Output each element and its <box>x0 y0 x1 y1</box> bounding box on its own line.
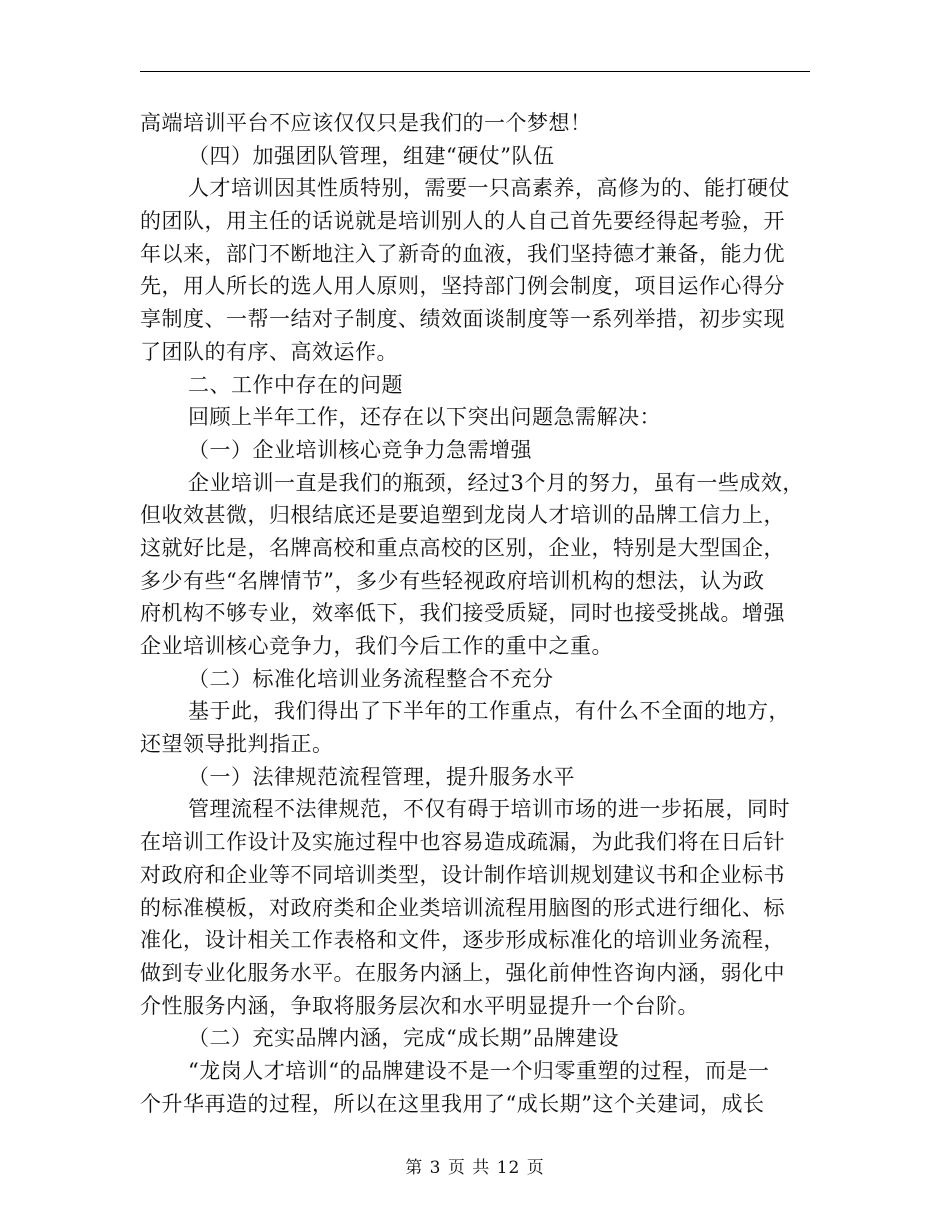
text-line: 多少有些“名牌情节”，多少有些轻视政府培训机构的想法，认为政 <box>140 568 765 593</box>
text-line: 做到专业化服务水平。在服务内涵上，强化前伸性咨询内涵，弱化中 <box>140 960 785 985</box>
text-line: 享制度、一帮一结对子制度、绩效面谈制度等一系列举措，初步实现 <box>140 307 785 332</box>
text-line: 二、工作中存在的问题 <box>188 372 403 397</box>
text-line: （二）充实品牌内涵，完成“成长期”品牌建设 <box>188 1026 619 1051</box>
text-line: 的标准模板，对政府类和企业类培训流程用脑图的形式进行细化、标 <box>140 895 785 920</box>
header-rule <box>140 71 810 72</box>
text-line: 对政府和企业等不同培训类型，设计制作培训规划建议书和企业标书 <box>140 862 785 887</box>
text-line: 准化，设计相关工作表格和文件，逐步形成标准化的培训业务流程， <box>140 928 785 953</box>
page-footer: 第 3 页 共 12 页 <box>405 1158 545 1178</box>
text-line: 在培训工作设计及实施过程中也容易造成疏漏，为此我们将在日后针 <box>140 830 785 855</box>
text-line: 管理流程不法律规范，不仅有碍于培训市场的进一步拓展，同时 <box>188 797 790 822</box>
text-line: 高端培训平台不应该仅仅只是我们的一个梦想！ <box>140 111 592 135</box>
text-line: 企业培训一直是我们的瓶颈，经过3个月的努力，虽有一些成效， <box>188 470 804 495</box>
text-line: （一）企业培训核心竞争力急需增强 <box>188 437 532 462</box>
text-line: 府机构不够专业，效率低下，我们接受质疑，同时也接受挑战。增强 <box>140 601 785 626</box>
text-line: 企业培训核心竞争力，我们今后工作的重中之重。 <box>140 634 613 658</box>
text-line: 这就好比是，名牌高校和重点高校的区别，企业，特别是大型国企， <box>140 535 785 560</box>
text-line: 但收效甚微，归根结底还是要追塑到龙岗人才培训的品牌工信力上， <box>140 503 785 528</box>
text-line: 基于此，我们得出了下半年的工作重点，有什么不全面的地方， <box>188 699 790 724</box>
text-line: （一）法律规范流程管理，提升服务水平 <box>188 764 575 789</box>
text-line: 还望领导批判指正。 <box>140 732 334 757</box>
text-line: 个升华再造的过程，所以在这里我用了“成长期”这个关建词，成长 <box>140 1091 765 1116</box>
text-line: 先，用人所长的选人用人原则，坚持部门例会制度，项目运作心得分 <box>140 274 785 299</box>
text-line: 介性服务内涵，争取将服务层次和水平明显提升一个台阶。 <box>140 993 699 1018</box>
text-line: 回顾上半年工作，还存在以下突出问题急需解决： <box>188 405 661 430</box>
text-line: （二）标准化培训业务流程整合不充分 <box>188 666 554 691</box>
text-line: “龙岗人才培训“的品牌建设不是一个归零重塑的过程，而是一 <box>188 1058 770 1083</box>
text-line: （四）加强团队管理，组建“硬仗”队伍 <box>188 143 555 168</box>
text-line: 了团队的有序、高效运作。 <box>140 339 398 364</box>
text-line: 的团队，用主任的话说就是培训别人的人自己首先要经得起考验，开 <box>140 209 785 234</box>
text-line: 人才培训因其性质特别，需要一只高素养，高修为的、能打硬仗 <box>188 176 790 201</box>
document-body <box>140 107 810 1120</box>
text-line: 年以来，部门不断地注入了新奇的血液，我们坚持德才兼备，能力优 <box>140 241 785 266</box>
